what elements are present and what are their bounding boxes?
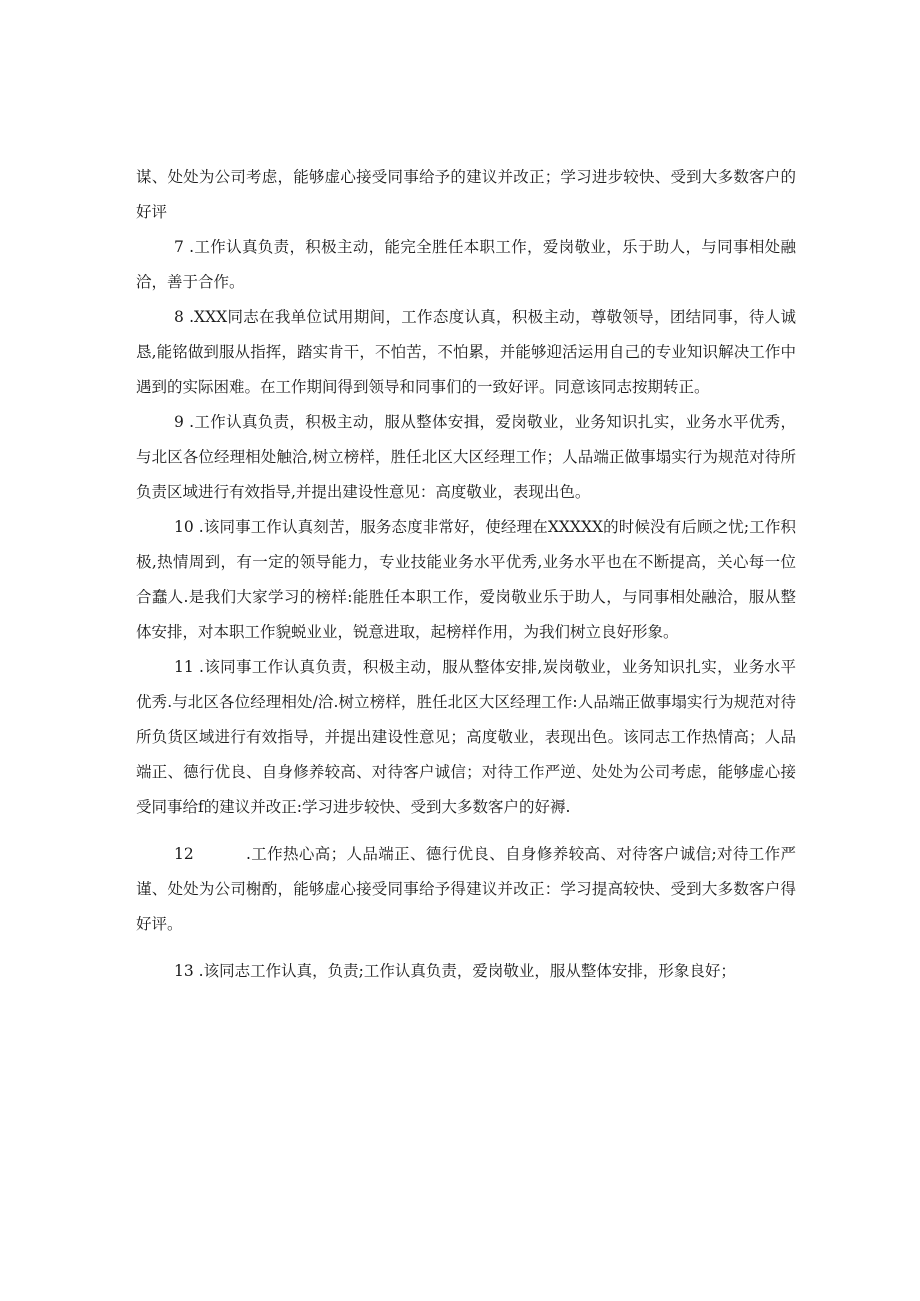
paragraph-text: .工作认真负责，积极主动，能完全胜任本职工作，爱岗敬业，乐于助人，与同事相处融洽，善于合作。 <box>136 238 796 291</box>
paragraph-text: .该同事工作认真负责，积极主动，服从整体安排,炭岗敬业，业务知识扎实，业务水平优秀.与北区各位经理相处/洽.树立榜样，胜任北区大区经理工作:人品端正做事塌实行为规范对待所负货区域进行有效指导，并提出建设性意见；高度敬业，表现出色。该同志工作热情高；人品端正、德行优良、自身修养较高、对待客户诚信；对待工作严逆、处处为公司考虑，能够虚心接受同事给f的建议并改正:学习进步较快、受到大多数客户的好褥. <box>136 658 796 816</box>
paragraph-continuation <box>136 160 796 230</box>
paragraph-13 <box>136 954 796 989</box>
paragraph-number: 10 <box>174 518 194 536</box>
paragraph-text: .该同事工作认真刻苦，服务态度非常好，使经理在XXXXX的时候没有后顾之忧;工作积极,热情周到，有一定的领导能力，专业技能业务水平优秀,业务水平也在不断提高，关心每一位合蠢人.是我们大家学习的榜样:能胜任本职工作，爱岗敬业乐于助人，与同事相处融洽，服从整体安排，对本职工作貌蜕业业，锐意进取，起榜样作用，为我们树立良好形象。 <box>136 518 796 641</box>
paragraph-7 <box>136 230 796 300</box>
paragraph-text: .该同志工作认真，负责;工作认真负责，爱岗敬业，服从整体安排，形象良好； <box>198 962 736 980</box>
paragraph-10 <box>136 510 796 650</box>
paragraph-number: 11 <box>174 658 194 676</box>
paragraph-11 <box>136 650 796 825</box>
paragraph-number: 8 <box>174 308 184 326</box>
paragraph-text: 谋、处处为公司考虑，能够虚心接受同事给予的建议并改正；学习进步较快、受到大多数客户的好评 <box>136 168 796 221</box>
paragraph-number: 12 <box>174 845 194 863</box>
paragraph-12 <box>136 837 796 942</box>
paragraph-8 <box>136 300 796 405</box>
paragraph-9 <box>136 405 796 510</box>
paragraph-text: .工作热心高；人品端正、德行优良、自身修养较高、对待客户诚信;对待工作严谨、处处为公司榭酌，能够虚心接受同事给予得建议并改正：学习提高较快、受到大多数客户得好评。 <box>136 845 796 933</box>
paragraph-number: 9 <box>174 413 184 431</box>
paragraph-text: .工作认真负责，积极主动，服从整体安揖，爱岗敬业，业务知识扎实，业务水平优秀，与北区各位经理相处触洽,树立榜样，胜任北区大区经理工作；人品端正做事塌实行为规范对待所负责区域进行有效指导,并提出建设性意见：高度敬业，表现出色。 <box>136 413 796 501</box>
paragraph-number: 13 <box>174 962 194 980</box>
document-page <box>136 160 796 989</box>
paragraph-text: .XXX同志在我单位试用期间，工作态度认真，积极主动，尊敬领导，团结同事，待人诚恳,能铭做到服从指挥，踏实肯干，不怕苦，不怕累，并能够迎活运用自己的专业知识解决工作中遇到的实际困难。在工作期间得到领导和同事们的一致好评。同意该同志按期转正。 <box>136 308 796 396</box>
paragraph-number: 7 <box>174 238 184 256</box>
